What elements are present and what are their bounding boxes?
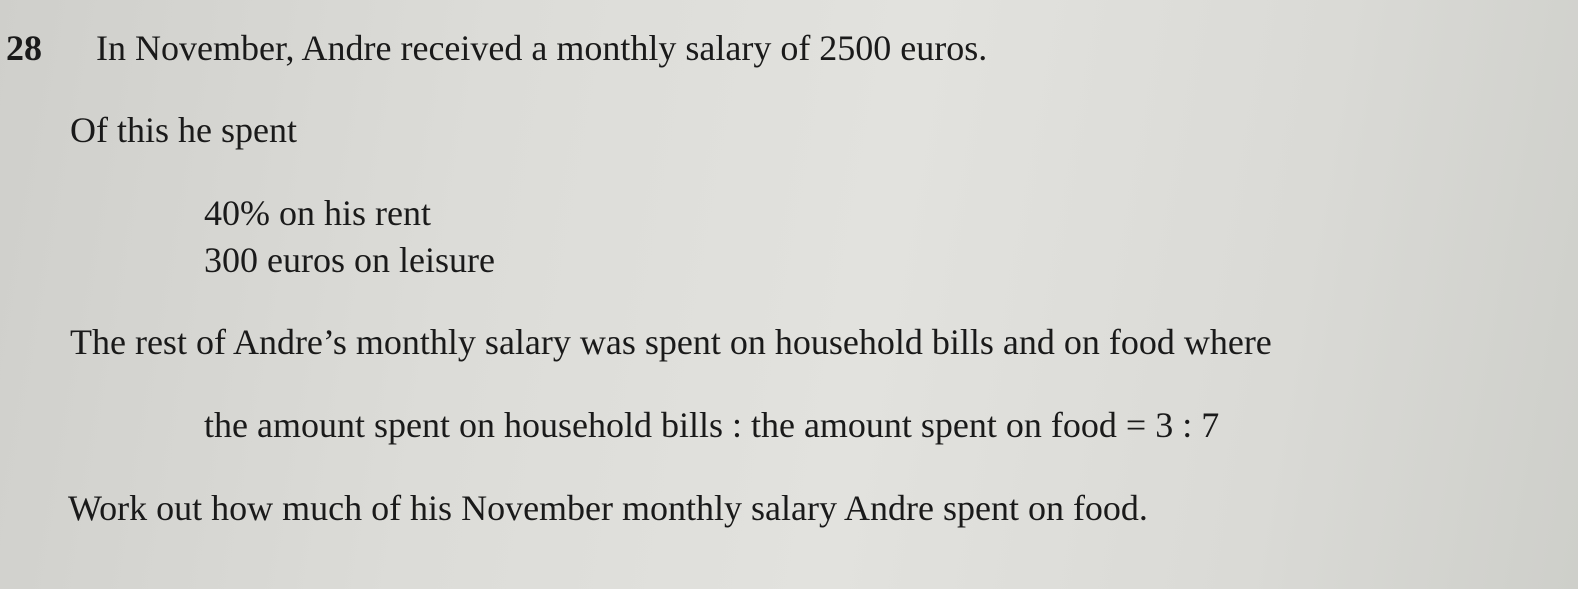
question-intro: In November, Andre received a monthly salary of 2500 euros.: [96, 28, 988, 68]
leisure-item: 300 euros on leisure: [204, 240, 495, 280]
spent-heading: Of this he spent: [70, 110, 297, 150]
task-statement: Work out how much of his November monthly salary Andre spent on food.: [68, 488, 1148, 528]
question-number: 28: [6, 28, 42, 68]
rent-item: 40% on his rent: [204, 193, 431, 233]
rest-statement: The rest of Andre’s monthly salary was spent on household bills and on food where: [70, 322, 1272, 362]
ratio-statement: the amount spent on household bills : the amount spent on food = 3 : 7: [204, 405, 1220, 445]
